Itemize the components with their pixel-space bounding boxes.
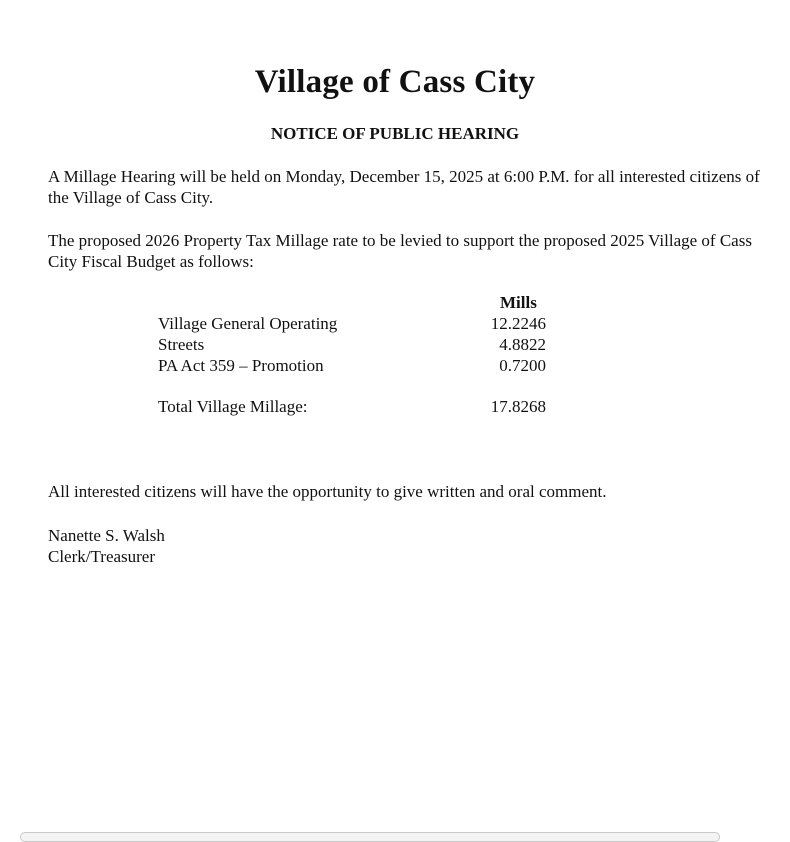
mills-row-label: Streets (158, 335, 205, 354)
mills-column-header: Mills (500, 293, 537, 312)
signature-role: Clerk/Treasurer (48, 547, 156, 566)
mills-total-label: Total Village Millage: (158, 397, 308, 416)
mills-total-value: 17.8268 (490, 397, 546, 416)
table-spacer (158, 376, 558, 396)
mills-header-row (158, 292, 558, 313)
page-title: Village of Cass City (254, 64, 536, 100)
mills-row-value: 4.8822 (499, 335, 546, 354)
signature-block (48, 525, 778, 567)
proposed-millage-paragraph: The proposed 2026 Property Tax Millage rate to be levied to support the proposed 2025 Village of Cass City Fiscal Budget as follows: (48, 231, 752, 271)
mills-row-value: 12.2246 (490, 314, 546, 333)
mills-row-label: Village General Operating (158, 314, 338, 333)
comment-paragraph: All interested citizens will have the opportunity to give written and oral comment. (48, 482, 607, 501)
mills-row (158, 313, 558, 334)
mills-row-label: PA Act 359 – Promotion (158, 356, 324, 375)
horizontal-scrollbar[interactable] (20, 832, 720, 842)
notice-subtitle: NOTICE OF PUBLIC HEARING (270, 124, 520, 143)
mills-table (158, 292, 558, 417)
mills-row (158, 334, 558, 355)
signature-name: Nanette S. Walsh (48, 526, 165, 545)
hearing-paragraph: A Millage Hearing will be held on Monday, December 15, 2025 at 6:00 P.M. for all interested citizens of the Village of Cass City. (48, 167, 760, 207)
mills-row-value: 0.7200 (499, 356, 546, 375)
mills-row (158, 355, 558, 376)
mills-total-row (158, 396, 558, 417)
